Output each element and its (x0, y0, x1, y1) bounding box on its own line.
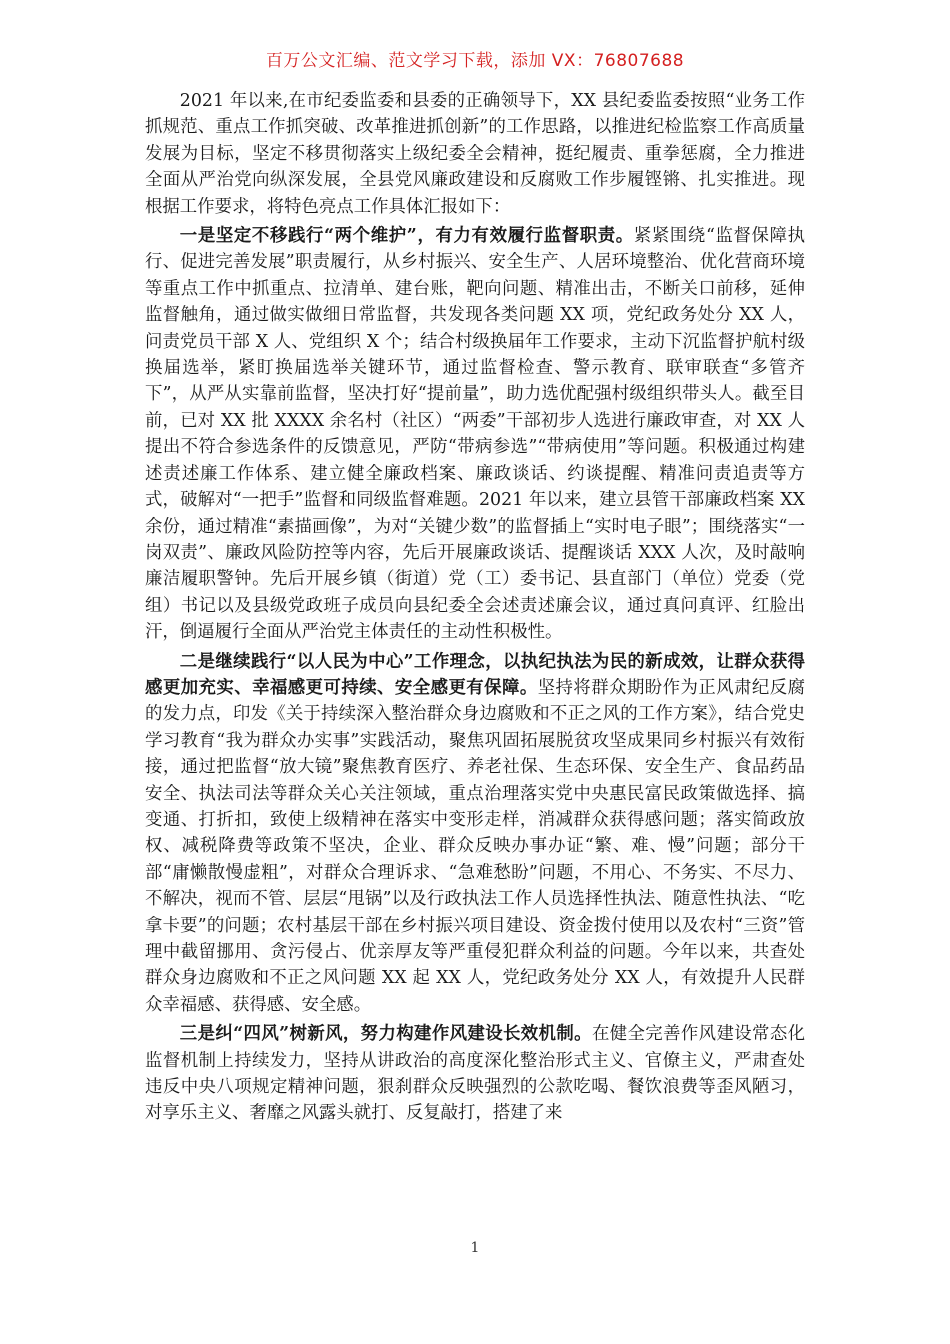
section-lead-2: 二是继续践行“以人民为中心”工作理念，以执纪执法为民的新成效，让群众获得感更加充实、幸福感更可持续、安全感更有保障。 (145, 651, 805, 698)
section-paragraph-1 (145, 223, 805, 646)
section-body-3: 在健全完善作风建设常态化监督机制上持续发力，坚持从讲政治的高度深化整治形式主义、官僚主义，严肃查处违反中央八项规定精神问题，狠刹群众反映强烈的公款吃喝、餐饮浪费等歪风陋习，对享乐主义、奢靡之风露头就打、反复敲打，搭建了来 (145, 1024, 805, 1124)
document-body (145, 88, 805, 1130)
section-paragraph-3 (145, 1021, 805, 1127)
page-number: 1 (470, 1240, 480, 1256)
header-banner: 百万公文汇编、范文学习下载，添加 VX：76807688 (265, 51, 685, 71)
intro-paragraph: 2021 年以来,在市纪委监委和县委的正确领导下，XX 县纪委监委按照“业务工作抓规范、重点工作抓突破、改革推进抓创新”的工作思路，以推进纪检监察工作高质量发展为目标，坚定不移贯彻落实上级纪委全会精神，挺纪履责、重拳惩腐，全力推进全面从严治党向纵深发展，全县党风廉政建设和反腐败工作步履铿锵、扎实推进。现根据工作要求，将特色亮点工作具体汇报如下： (145, 91, 805, 217)
section-paragraph-2 (145, 649, 805, 1019)
section-body-1: 紧紧围绕“监督保障执行、促进完善发展”职责履行，从乡村振兴、安全生产、人居环境整治、优化营商环境等重点工作中抓重点、拉清单、建台账，靶向问题、精准出击，不断关口前移，延伸监督触角，通过做实做细日常监督，共发现各类问题 XX 项，党纪政务处分 XX 人，问责党员干部 X 人、党组织 X 个；结合村级换届年工作要求，主动下沉监督护航村级换届选举，紧盯换届选举关键环节，通过监督检查、警示教育、联审联查“多管齐下”，从严从实靠前监督，坚决打好“提前量”，助力选优配强村级组织带头人。截至目前，已对 XX 批 XXXX 余名村（社区）“两委”干部初步人选进行廉政审查，对 XX 人提出不符合参选条件的反馈意见，严防“带病参选”“带病使用”等问题。积极通过构建述责述廉工作体系、建立健全廉政档案、廉政谈话、约谈提醒、精准问责追责等方式，破解对“一把手”监督和同级监督难题。2021 年以来，建立县管干部廉政档案 XX 余份，通过精准“素描画像”，为对“关键少数”的监督插上“实时电子眼”；围绕落实“一岗双责”、廉政风险防控等内容，先后开展廉政谈话、提醒谈话 XXX 人次，及时敲响廉洁履职警钟。先后开展乡镇（街道）党（工）委书记、县直部门（单位）党委（党组）书记以及县级党政班子成员向县纪委全会述责述廉会议，通过真问真评、红脸出汗，倒逼履行全面从严治党主体责任的主动性积极性。 (145, 226, 805, 643)
section-lead-1: 一是坚定不移践行“两个维护”，有力有效履行监督职责。 (179, 226, 634, 247)
section-lead-3: 三是纠“四风”树新风，努力构建作风建设长效机制。 (179, 1024, 592, 1045)
section-body-2: 坚持将群众期盼作为正风肃纪反腐的发力点，印发《关于持续深入整治群众身边腐败和不正之风的工作方案》，结合党史学习教育“我为群众办实事”实践活动，聚焦巩固拓展脱贫攻坚成果同乡村振兴有效衔接，通过把监督“放大镜”聚焦教育医疗、养老社保、生态环保、安全生产、食品药品安全、执法司法等群众关心关注领域，重点治理落实党中央惠民富民政策做选择、搞变通、打折扣，致使上级精神在落实中变形走样，消减群众获得感问题；落实简政放权、减税降费等政策不坚决，企业、群众反映办事办证“繁、难、慢”问题；部分干部“庸懒散慢虚粗”，对群众合理诉求、“急难愁盼”问题，不用心、不务实、不尽力、不解决，视而不管、层层“甩锅”以及行政执法工作人员选择性执法、随意性执法、“吃拿卡要”的问题；农村基层干部在乡村振兴项目建设、资金拨付使用以及农村“三资”管理中截留挪用、贪污侵占、优亲厚友等严重侵犯群众利益的问题。今年以来，共查处群众身边腐败和不正之风问题 XX 起 XX 人，党纪政务处分 XX 人，有效提升人民群众幸福感、获得感、安全感。 (145, 677, 805, 1015)
